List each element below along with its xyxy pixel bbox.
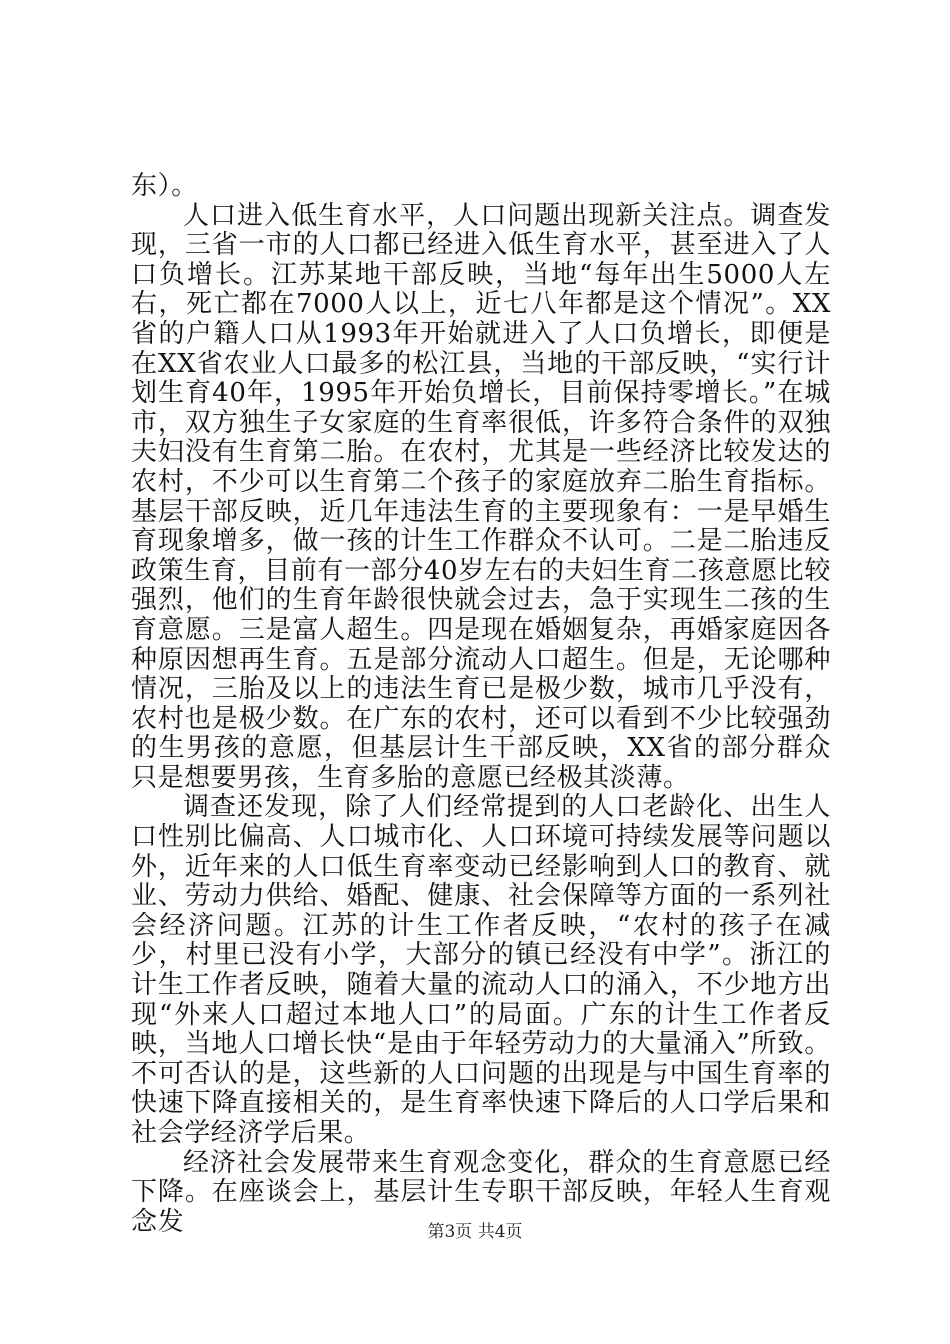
page-number-footer: 第3页 共4页 [427,1222,523,1242]
paragraph-low-fertility: 人口进入低生育水平，人口问题出现新关注点。调查发现，三省一市的人口都已经进入低生育水平，甚至进入了人口负增长。江苏某地干部反映，当地“每年出生5000人左右，死亡都在7000人以上，近七八年都是这个情况”。XX省的户籍人口从1993年开始就进入了人口负增长，即便是在XX省农业人口最多的松江县，当地的干部反映，“实行计划生育40年，1995年开始负增长，目前保持零增长。”在城市，双方独生子女家庭的生育率很低，许多符合条件的双独夫妇没有生育第二胎。在农村，尤其是一些经济比较发达的农村，不少可以生育第二个孩子的家庭放弃二胎生育指标。基层干部反映，近几年违法生育的主要现象有：一是早婚生育现象增多，做一孩的计生工作群众不认可。二是二胎违反政策生育，目前有一部分40岁左右的夫妇生育二孩意愿比较强烈，他们的生育年龄很快就会过去，急于实现生二孩的生育意愿。三是富人超生。四是现在婚姻复杂，再婚家庭因各种原因想再生育。五是部分流动人口超生。但是，无论哪种情况，三胎及以上的违法生育已是极少数，城市几乎没有，农村也是极少数。在广东的农村，还可以看到不少比较强劲的生男孩的意愿，但基层计生干部反映，XX省的部分群众只是想要男孩，生育多胎的意愿已经极其淡薄。 [131,200,831,793]
paragraph-fertility-attitudes: 经济社会发展带来生育观念变化，群众的生育意愿已经下降。在座谈会上，基层计生专职干部反映，年轻人生育观念发 [131,1147,831,1237]
document-body [131,172,831,1237]
paragraph-survey-findings: 调查还发现，除了人们经常提到的人口老龄化、出生人口性别比偏高、人口城市化、人口环境可持续发展等问题以外，近年来的人口低生育率变动已经影响到人口的教育、就业、劳动力供给、婚配、健康、社会保障等方面的一系列社会经济问题。江苏的计生工作者反映，“农村的孩子在减少，村里已没有小学，大部分的镇已经没有中学”。浙江的计生工作者反映，随着大量的流动人口的涌入，不少地方出现“外来人口超过本地人口”的局面。广东的计生工作者反映，当地人口增长快“是由于年轻劳动力的大量涌入”所致。不可否认的是，这些新的人口问题的出现是与中国生育率的快速下降直接相关的，是生育率快速下降后的人口学后果和社会学经济学后果。 [131,792,831,1148]
paragraph-continuation: 东）。 [131,171,198,201]
